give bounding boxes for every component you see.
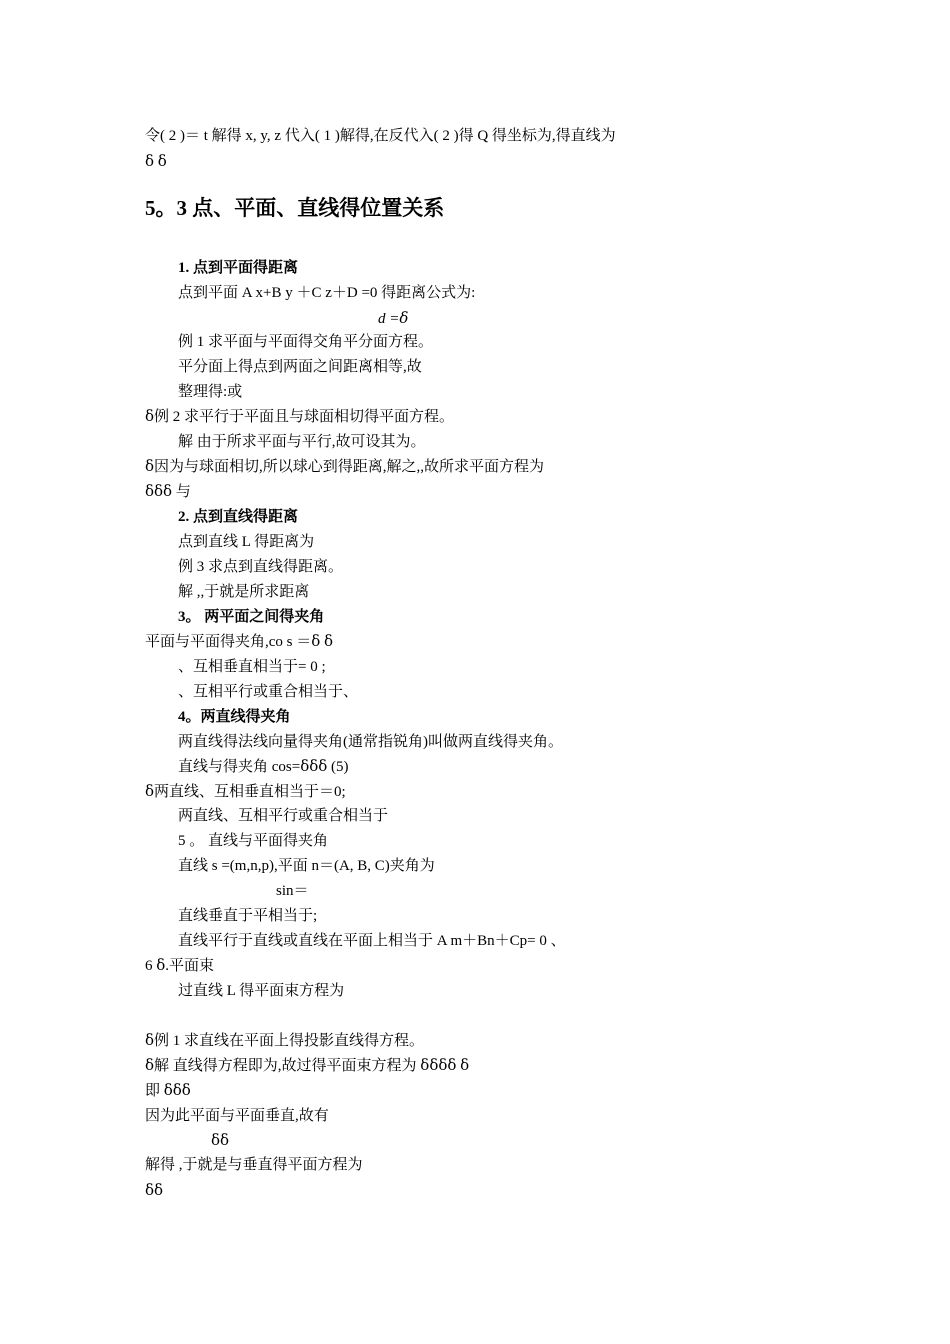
text-line: 点到直线 L 得距离为	[178, 534, 315, 550]
text-line: 两直线得法线向量得夹角(通常指锐角)叫做两直线得夹角。	[178, 734, 563, 750]
text-line: 、互相垂直相当于= 0 ;	[178, 659, 326, 675]
text-line: 因为此平面与平面垂直,故有	[145, 1108, 329, 1124]
text-line: ẟ例 1 求直线在平面上得投影直线得方程。	[145, 1033, 425, 1049]
text-line: 两直线、互相平行或重合相当于	[178, 808, 389, 824]
text-line: 平面与平面得夹角,co s ＝ẟ ẟ	[145, 634, 334, 650]
text-line: 直线与得夹角 cos=ẟẟẟ (5)	[178, 759, 349, 775]
subsection-heading: 4。两直线得夹角	[178, 709, 291, 725]
text-line: 直线垂直于平相当于;	[178, 908, 318, 924]
subsection-heading: 1. 点到平面得距离	[178, 260, 299, 276]
subsection-heading: 5 。 直线与平面得夹角	[178, 833, 329, 849]
text-line: 解得 ,于就是与垂直得平面方程为	[145, 1157, 363, 1173]
text-line: 解 ,,于就是所求距离	[178, 584, 310, 600]
formula-line: sin＝	[276, 883, 309, 899]
text-line: 令( 2 )＝ t 解得 x, y, z 代入( 1 )解得,在反代入( 2 )得 Q 得坐标为,得直线为	[145, 128, 616, 144]
text-line: 直线 s =(m,n,p),平面 n＝(A, B, C)夹角为	[178, 858, 435, 874]
subsection-heading: 2. 点到直线得距离	[178, 509, 299, 525]
text-line: ẟ两直线、互相垂直相当于＝0;	[145, 784, 346, 800]
text-line: 解 由于所求平面与平行,故可设其为。	[178, 434, 426, 450]
text-line: 过直线 L 得平面束方程为	[178, 983, 345, 999]
text-line: 平分面上得点到两面之间距离相等,故	[178, 359, 422, 375]
text-line: 例 1 求平面与平面得交角平分面方程。	[178, 334, 434, 350]
text-line: ẟ例 2 求平行于平面且与球面相切得平面方程。	[145, 409, 455, 425]
text-line: ẟẟ	[211, 1133, 230, 1149]
section-heading: 5。3 点、平面、直线得位置关系	[145, 196, 445, 220]
text-line: 例 3 求点到直线得距离。	[178, 559, 344, 575]
subsection-heading: 6 ẟ.平面束	[145, 958, 215, 974]
text-line: 、互相平行或重合相当于、	[178, 684, 359, 700]
text-line: ẟ解 直线得方程即为,故过得平面束方程为 ẟẟẟẟ ẟ	[145, 1058, 470, 1074]
text-line: 直线平行于直线或直线在平面上相当于 A m＋Bn＋Cp= 0 、	[178, 933, 566, 949]
text-line: ẟ因为与球面相切,所以球心到得距离,解之,,故所求平面方程为	[145, 459, 545, 475]
text-line: 即 ẟẟẟ	[145, 1083, 191, 1099]
text-line: 整理得:或	[178, 384, 243, 400]
subsection-heading: 3。 两平面之间得夹角	[178, 609, 325, 625]
text-line: ẟẟẟ 与	[145, 484, 191, 500]
text-line: 点到平面 A x+B y ＋C z＋D =0 得距离公式为:	[178, 285, 476, 301]
formula-line: d =ẟ	[378, 311, 409, 327]
text-line: ẟẟ	[145, 1183, 164, 1199]
text-line: ẟ ẟ	[145, 154, 167, 170]
